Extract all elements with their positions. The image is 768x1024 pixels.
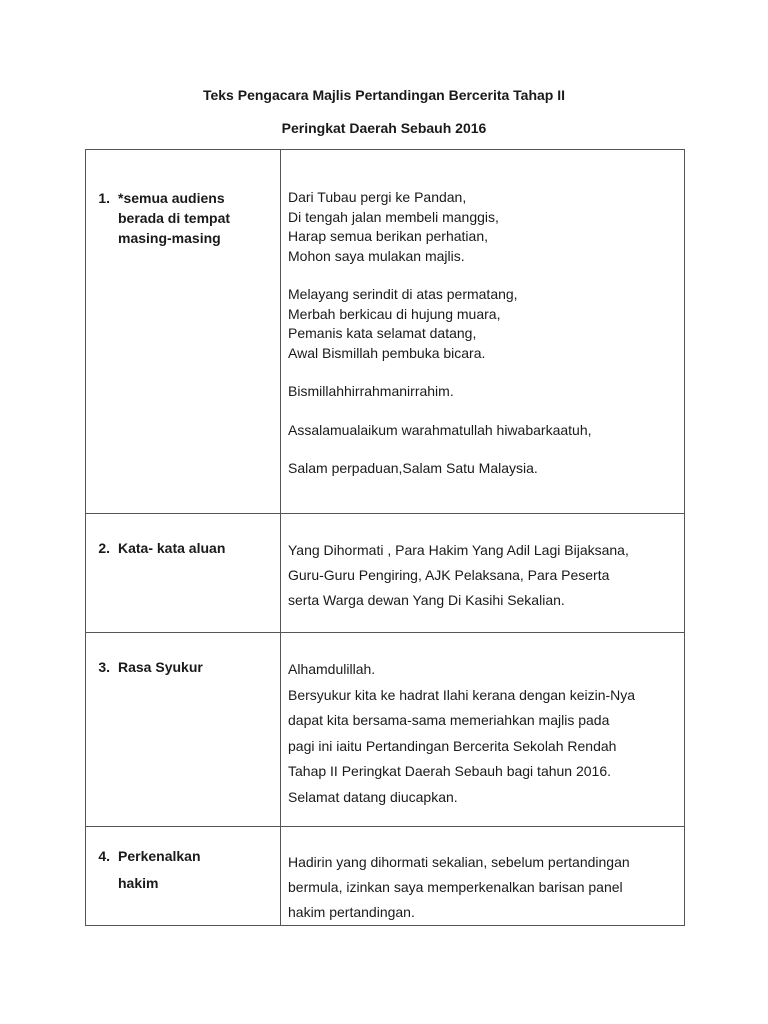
text-line: Guru-Guru Pengiring, AJK Pelaksana, Para Peserta	[288, 567, 610, 583]
text-line: Pemanis kata selamat datang,	[288, 325, 477, 341]
section-3-cell	[86, 633, 281, 827]
bismillah-line	[288, 382, 678, 402]
section-1-cell	[86, 150, 281, 514]
text-line: Harap semua berikan perhatian,	[288, 228, 489, 244]
table-row-2	[86, 514, 685, 633]
label-line: Perkenalkan	[118, 848, 201, 864]
table-row-4	[86, 827, 685, 926]
section-2-cell	[86, 514, 281, 633]
text-line: Merbah berkicau di hujung muara,	[288, 305, 501, 322]
text-line: Assalamualaikum warahmatullah hiwabarkaatuh,	[288, 421, 592, 438]
section-number: 1.	[98, 190, 110, 206]
text-line: Mohon saya mulakan majlis.	[288, 247, 465, 264]
section-label: *semua audiens berada di tempat masing-masing	[118, 190, 231, 246]
text-line: bermula, izinkan saya memperkenalkan barisan panel	[288, 879, 623, 895]
text-line: Dari Tubau pergi ke Pandan,	[288, 189, 467, 205]
section-4-cell	[86, 827, 281, 926]
table-row-3	[86, 633, 685, 827]
text-line: dapat kita bersama-sama memeriahkan majlis pada	[288, 712, 610, 728]
section-label: Rasa Syukur	[118, 659, 203, 675]
document-title: Teks Pengacara Majlis Pertandingan Bercerita Tahap II	[202, 87, 566, 103]
text-line: pagi ini iaitu Pertandingan Bercerita Sekolah Rendah	[288, 737, 617, 754]
section-4-content	[281, 827, 685, 926]
text-line: Hadirin yang dihormati sekalian, sebelum pertandingan	[288, 854, 630, 870]
pantun-stanza-1	[288, 188, 678, 266]
section-number: 4.	[98, 848, 110, 864]
text-line: Yang Dihormati , Para Hakim Yang Adil Lagi Bijaksana,	[288, 542, 629, 558]
text-line: Alhamdulillah.	[288, 661, 376, 677]
text-line: Bismillahhirrahmanirrahim.	[288, 383, 454, 399]
section-2-content	[281, 514, 685, 633]
section-number: 2.	[98, 540, 110, 556]
table-row-1	[86, 150, 685, 514]
text-line: Selamat datang diucapkan.	[288, 788, 458, 805]
section-number: 3.	[98, 659, 110, 675]
section-1-content	[281, 150, 685, 514]
text-line: Tahap II Peringkat Daerah Sebauh bagi tahun 2016.	[288, 763, 612, 779]
salam-line	[288, 459, 678, 479]
label-line: hakim	[118, 875, 159, 891]
section-3-content	[281, 633, 685, 827]
section-label: Kata- kata aluan	[118, 540, 226, 556]
document-subtitle: Peringkat Daerah Sebauh 2016	[281, 120, 487, 136]
text-line: serta Warga dewan Yang Di Kasihi Sekalian.	[288, 592, 565, 608]
greeting-line	[288, 421, 678, 441]
script-table	[85, 149, 685, 926]
text-line: Awal Bismillah pembuka bicara.	[288, 344, 486, 361]
text-line: Di tengah jalan membeli manggis,	[288, 208, 499, 225]
text-line: Melayang serindit di atas permatang,	[288, 286, 518, 302]
text-line: hakim pertandingan.	[288, 904, 415, 920]
section-label	[118, 843, 280, 897]
pantun-stanza-2	[288, 285, 678, 363]
text-line: Salam perpaduan,Salam Satu Malaysia.	[288, 460, 538, 476]
text-line: Bersyukur kita ke hadrat Ilahi kerana dengan keizin-Nya	[288, 686, 636, 703]
